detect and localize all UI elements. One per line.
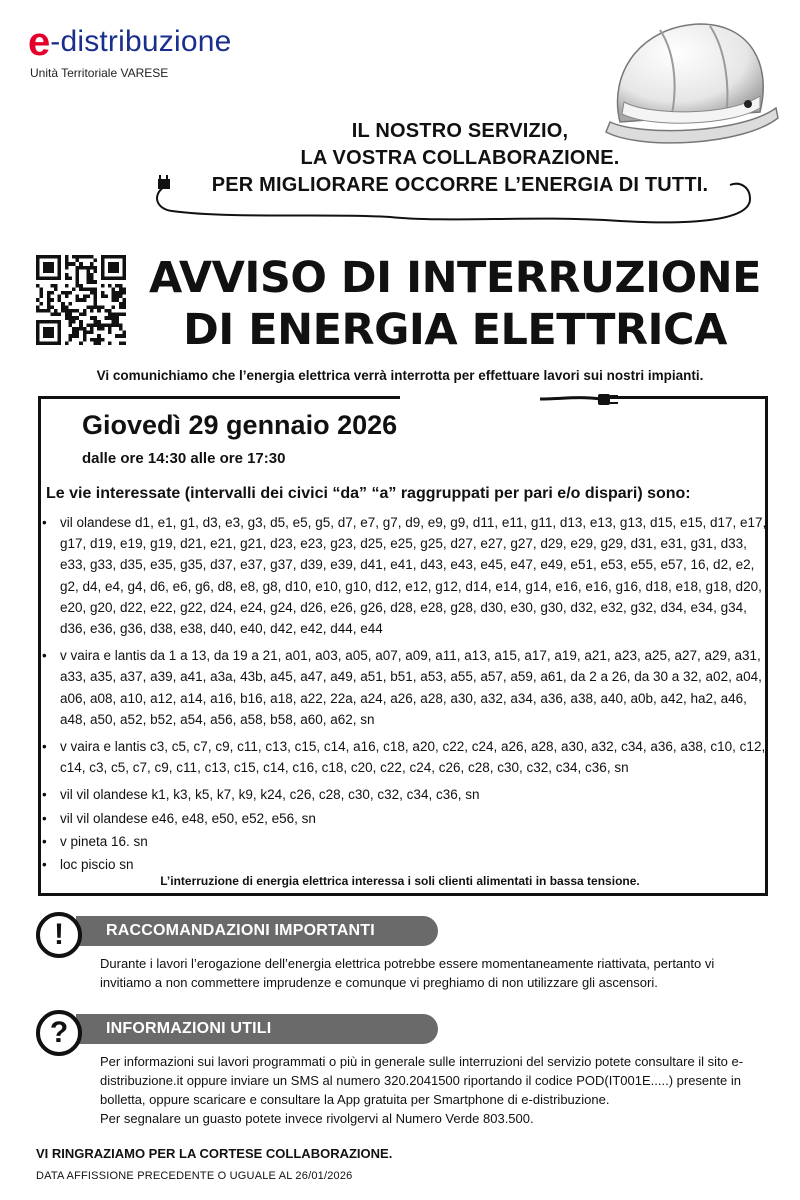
outage-time: dalle ore 14:30 alle ore 17:30 xyxy=(82,450,286,467)
street-item: • vil olandese d1, e1, g1, d3, e3, g3, d5, e5, g5, d7, e7, g7, d9, e9, g9, d11, e11, g11, d13, e13, g13, d15, e15, d17, e17, g17, d19, e19, g19, d21, e21, g21, d23, e23, g23, d25, e25, g25, d27, e27, g27, d29, e29, g29, d31, e31, g31, d33, e33, g33, d35, e35, g35, d37, e37, g37, d39, e39, d41, e41, d43, e43, e45, e47, e49, e51, e53, e55, e57, 16, d2, e2, g2, d4, e4, g4, d6, e6, g6, d8, e8, g8, d10, e10, g10, d12, e12, g12, d14, e14, g14, e16, e16, g16, d18, e18, g18, d20, e20, g20, d22, e22, g22, d24, e24, g24, d26, e26, g26, d28, e28, g28, d30, e30, g30, d32, e32, g32, d34, e34, g34, d36, e36, g36, d38, e38, d40, e40, d42, e42, d44, e44 xyxy=(40,512,775,639)
street-item: • vil vil olandese k1, k3, k5, k7, k9, k24, c26, c28, c30, c32, c34, c36, sn xyxy=(40,784,775,805)
info-paragraph: Per informazioni sui lavori programmati o più in generale sulle interruzioni del servizio potete consultare il sito e-distribuzione.it oppure inviare un SMS al numero 320.2041500 riportando il codice POD(IT001E.....) presente in bolletta, oppure scaricare e consultare la App gratuita per Smartphone di e-distribuzione. xyxy=(100,1054,744,1107)
logo-e-letter: e xyxy=(28,20,51,64)
outage-date: Giovedì 29 gennaio 2026 xyxy=(82,410,398,440)
intro-text: Vi comunichiamo che l’energia elettrica verrà interrotta per effettuare lavori sui nostri impianti. xyxy=(96,368,704,383)
notice-title xyxy=(135,252,775,356)
low-voltage-note: L’interruzione di energia elettrica interessa i soli clienti alimentati in bassa tensione. xyxy=(160,874,640,888)
streets-list xyxy=(40,512,775,877)
fault-report-line: Per segnalare un guasto potete invece rivolgervi al Numero Verde 803.500. xyxy=(100,1111,534,1126)
streets-heading: Le vie interessate (intervalli dei civici “da” “a” raggruppati per pari e/o dispari) sono: xyxy=(46,485,691,502)
posting-date: DATA AFFISSIONE PRECEDENTE O UGUALE AL 26/01/2026 xyxy=(36,1170,353,1182)
info-heading: INFORMAZIONI UTILI xyxy=(76,1014,438,1044)
street-item: • v pineta 16. sn xyxy=(40,831,775,852)
notice-title-line-2: DI ENERGIA ELETTRICA xyxy=(183,305,727,355)
unit-label: Unità Territoriale VARESE xyxy=(30,66,169,80)
exclamation-icon: ! xyxy=(36,912,82,958)
slogan-line-3: PER MIGLIORARE OCCORRE L’ENERGIA DI TUTTI. xyxy=(211,174,709,196)
logo-wordmark: -distribuzione xyxy=(50,25,232,58)
street-item: • vil vil olandese e46, e48, e50, e52, e56, sn xyxy=(40,808,775,829)
street-item: • loc piscio sn xyxy=(40,854,775,875)
notice-title-line-1: AVVISO DI INTERRUZIONE xyxy=(149,253,761,303)
e-distribuzione-logo xyxy=(28,22,231,62)
thanks-line: VI RINGRAZIAMO PER LA CORTESE COLLABORAZIONE. xyxy=(36,1146,393,1161)
info-text xyxy=(100,1052,750,1128)
qr-code xyxy=(36,250,126,350)
street-item: • v vaira e lantis da 1 a 13, da 19 a 21, a01, a03, a05, a07, a09, a11, a13, a15, a17, a19, a21, a23, a25, a27, a29, a31, a33, a35, a37, a39, a41, a3a, 43b, a45, a47, a49, a51, b51, a53, a55, a57, a59, a61, da 2 a 26, da 30 a 32, a02, a04, a06, a08, a10, a12, a14, a16, b16, a18, a22, 22a, a24, a26, a28, a30, a32, a34, a36, a38, a40, a0b, a42, ha2, a46, a48, a50, a52, b52, a54, a56, a58, b58, a60, a62, sn xyxy=(40,645,775,730)
plug-icon xyxy=(540,388,630,412)
power-cable-decoration xyxy=(150,175,760,235)
street-item: • v vaira e lantis c3, c5, c7, c9, c11, c13, c15, c14, a16, c18, a20, c22, c24, a26, a28, a30, a32, c34, a36, a38, c10, c12, c14, c3, c5, c7, c9, c11, c13, c15, c14, c16, c18, c20, c22, c24, c26, c28, c30, c32, c34, c36, sn xyxy=(40,736,775,778)
slogan-line-2: LA VOSTRA COLLABORAZIONE. xyxy=(300,147,620,169)
question-icon: ? xyxy=(36,1010,82,1056)
recommendations-heading: RACCOMANDAZIONI IMPORTANTI xyxy=(76,916,438,946)
recommendations-text: Durante i lavori l’erogazione dell’energia elettrica potrebbe essere momentaneamente riattivata, pertanto vi invitiamo a non commettere imprudenze e comunque vi preghiamo di non utilizzare gli ascensori. xyxy=(100,956,715,990)
slogan-line-1: IL NOSTRO SERVIZIO, xyxy=(351,120,569,142)
